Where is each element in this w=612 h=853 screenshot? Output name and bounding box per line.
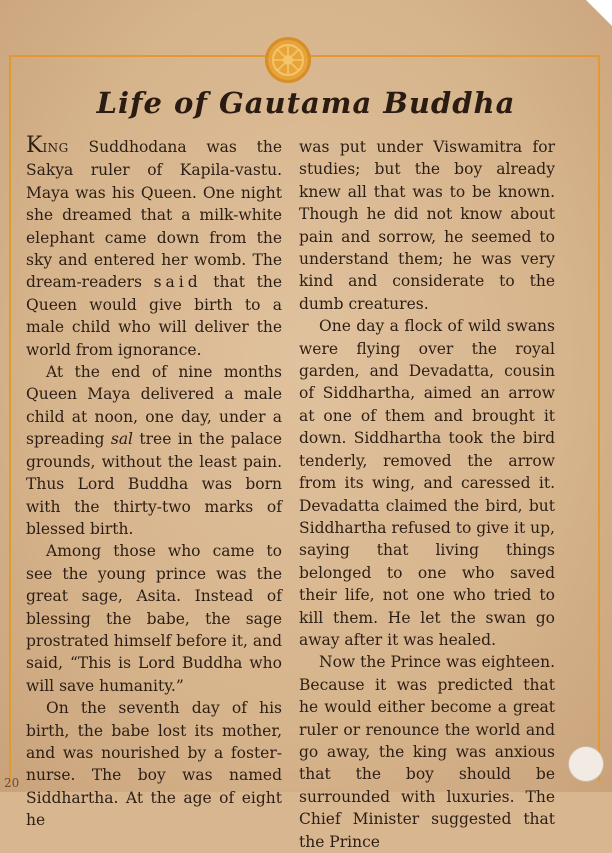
library-stamp-icon [568, 746, 604, 782]
dharma-wheel-icon [265, 37, 311, 83]
paragraph-text: At the end of nine months Queen Maya delivered a male child at noon, one day, under a spreading [26, 363, 282, 449]
paragraph: On the seventh day of his birth, the babe lost its mother, and was nourished by a foster-nurse. The boy was named Siddhartha. At the age of eight he [26, 699, 282, 830]
paragraph-text: that the Queen would give birth to a male child who will deliver the world from ignorance. [26, 273, 282, 359]
spaced-word: said [153, 273, 202, 292]
drop-cap: K [26, 133, 43, 158]
page-title: Life of Gautama Buddha [96, 86, 516, 120]
page-number: 20 [4, 776, 20, 790]
paragraph: One day a flock of wild swans were flying over the royal garden, and Devadatta, cousin of Siddhartha, aimed an arrow at one of them and brought it down. Siddhartha took the bird tenderly, removed the arrow from its wing, and caressed it. Devadatta claimed the bird, but Siddhartha refused to give it up, saying that living things belonged to one who saved their life, not one who tried to kill them. He let the swan go away after it was healed. [299, 317, 555, 649]
paragraph: Among those who came to see the young prince was the great sage, Asita. Instead of blessing the babe, the sage prostrated himself before it, and said, “This is Lord Buddha who will save humanity.” [26, 542, 282, 695]
paragraph-text: tree in the palace grounds, without the least pain. Thus Lord Buddha was born with the thirty-two marks of blessed birth. [26, 430, 282, 538]
paragraph-text: Suddhodana was the Sakya ruler of Kapila-vastu. Maya was his Queen. One night she dreamed that a milk-white elephant came down from the sky and entered her womb. The dream-readers [26, 138, 282, 292]
italic-word: sal [110, 430, 134, 449]
paragraph: Now the Prince was eighteen. Because it was predicted that he would either become a great ruler or renounce the world and go away, the king was anxious that the boy should be surrounded with luxuries. The Chief Minister suggested that the Prince [299, 653, 555, 851]
paragraph [26, 133, 282, 361]
paragraph: was put under Viswamitra for studies; but the boy already knew all that was to be known. Though he did not know about pain and sorrow, he seemed to understand them; he was very kind and considerate to the dumb creatures. [299, 138, 555, 313]
torn-corner [586, 0, 612, 26]
left-column [26, 133, 282, 832]
right-column [299, 136, 555, 853]
paragraph [26, 361, 282, 540]
small-caps-text: ING [42, 141, 69, 155]
